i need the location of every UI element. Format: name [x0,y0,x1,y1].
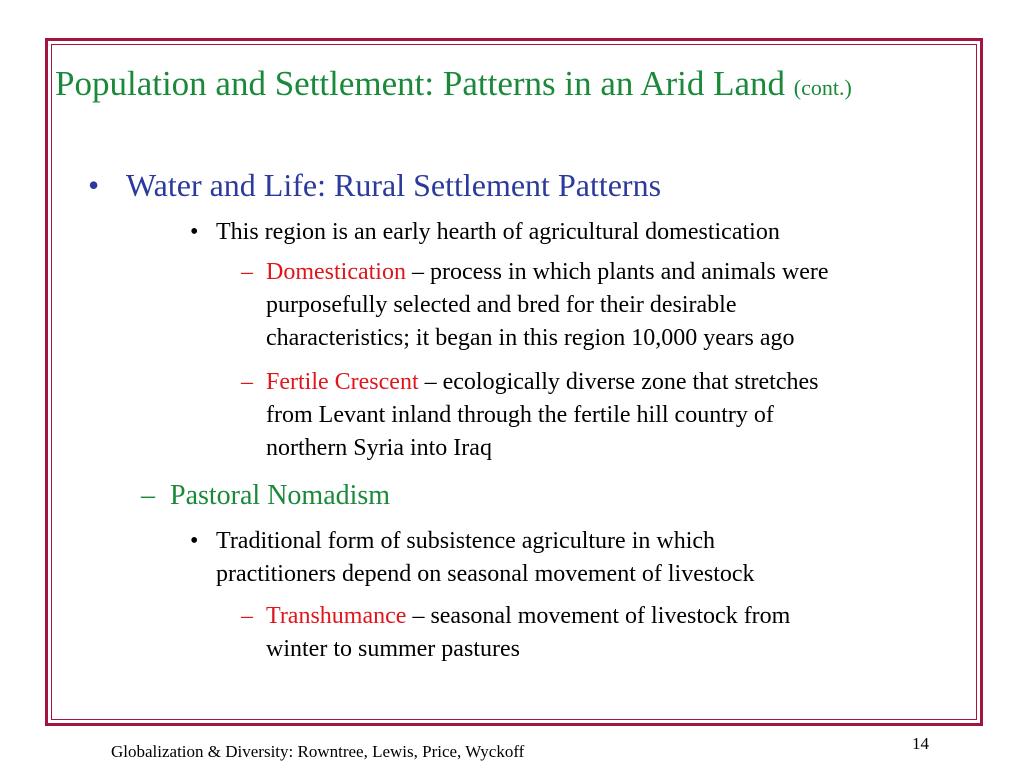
fertile-crescent-line-1 [266,366,818,399]
dash-marker: – [241,369,253,395]
transhumance-definition-start: – seasonal movement of livestock from [406,603,791,629]
domestication-line-2: purposefully selected and bred for their desirable [266,292,737,318]
fertile-crescent-line-3: northern Syria into Iraq [266,435,492,461]
term-domestication: Domestication [266,259,406,285]
page-number: 14 [912,734,929,753]
transhumance-line-1 [266,600,790,633]
domestication-definition-start: – process in which plants and animals were [405,259,829,285]
slide-title [55,62,975,110]
slide-title-suffix: (cont.) [793,75,852,100]
slide-footer: Globalization & Diversity: Rowntree, Lewis, Price, Wyckoff [111,742,525,761]
term-transhumance: Transhumance [266,603,407,629]
bullet-marker: • [190,219,199,245]
point-early-hearth: This region is an early hearth of agricultural domestication [216,219,780,245]
subheading-pastoral-nomadism: Pastoral Nomadism [170,480,391,511]
domestication-line-1 [266,256,829,289]
point-traditional-form-line-2: practitioners depend on seasonal movement of livestock [216,561,755,587]
dash-marker: – [241,603,253,629]
bullet-marker: • [190,528,199,554]
bullet-marker: • [88,167,100,203]
fertile-crescent-definition-start: – ecologically diverse zone that stretches [418,369,819,395]
domestication-line-3: characteristics; it began in this region 10,000 years ago [266,325,795,351]
dash-marker: – [141,480,155,511]
slide-title-text: Population and Settlement: Patterns in an Arid Land [55,64,786,103]
fertile-crescent-line-2: from Levant inland through the fertile hill country of [266,402,774,428]
transhumance-line-2: winter to summer pastures [266,636,520,662]
point-traditional-form-line-1: Traditional form of subsistence agriculture in which [216,528,716,554]
term-fertile-crescent: Fertile Crescent [266,369,419,395]
dash-marker: – [241,259,253,285]
heading-water-and-life: Water and Life: Rural Settlement Patterns [126,167,662,203]
